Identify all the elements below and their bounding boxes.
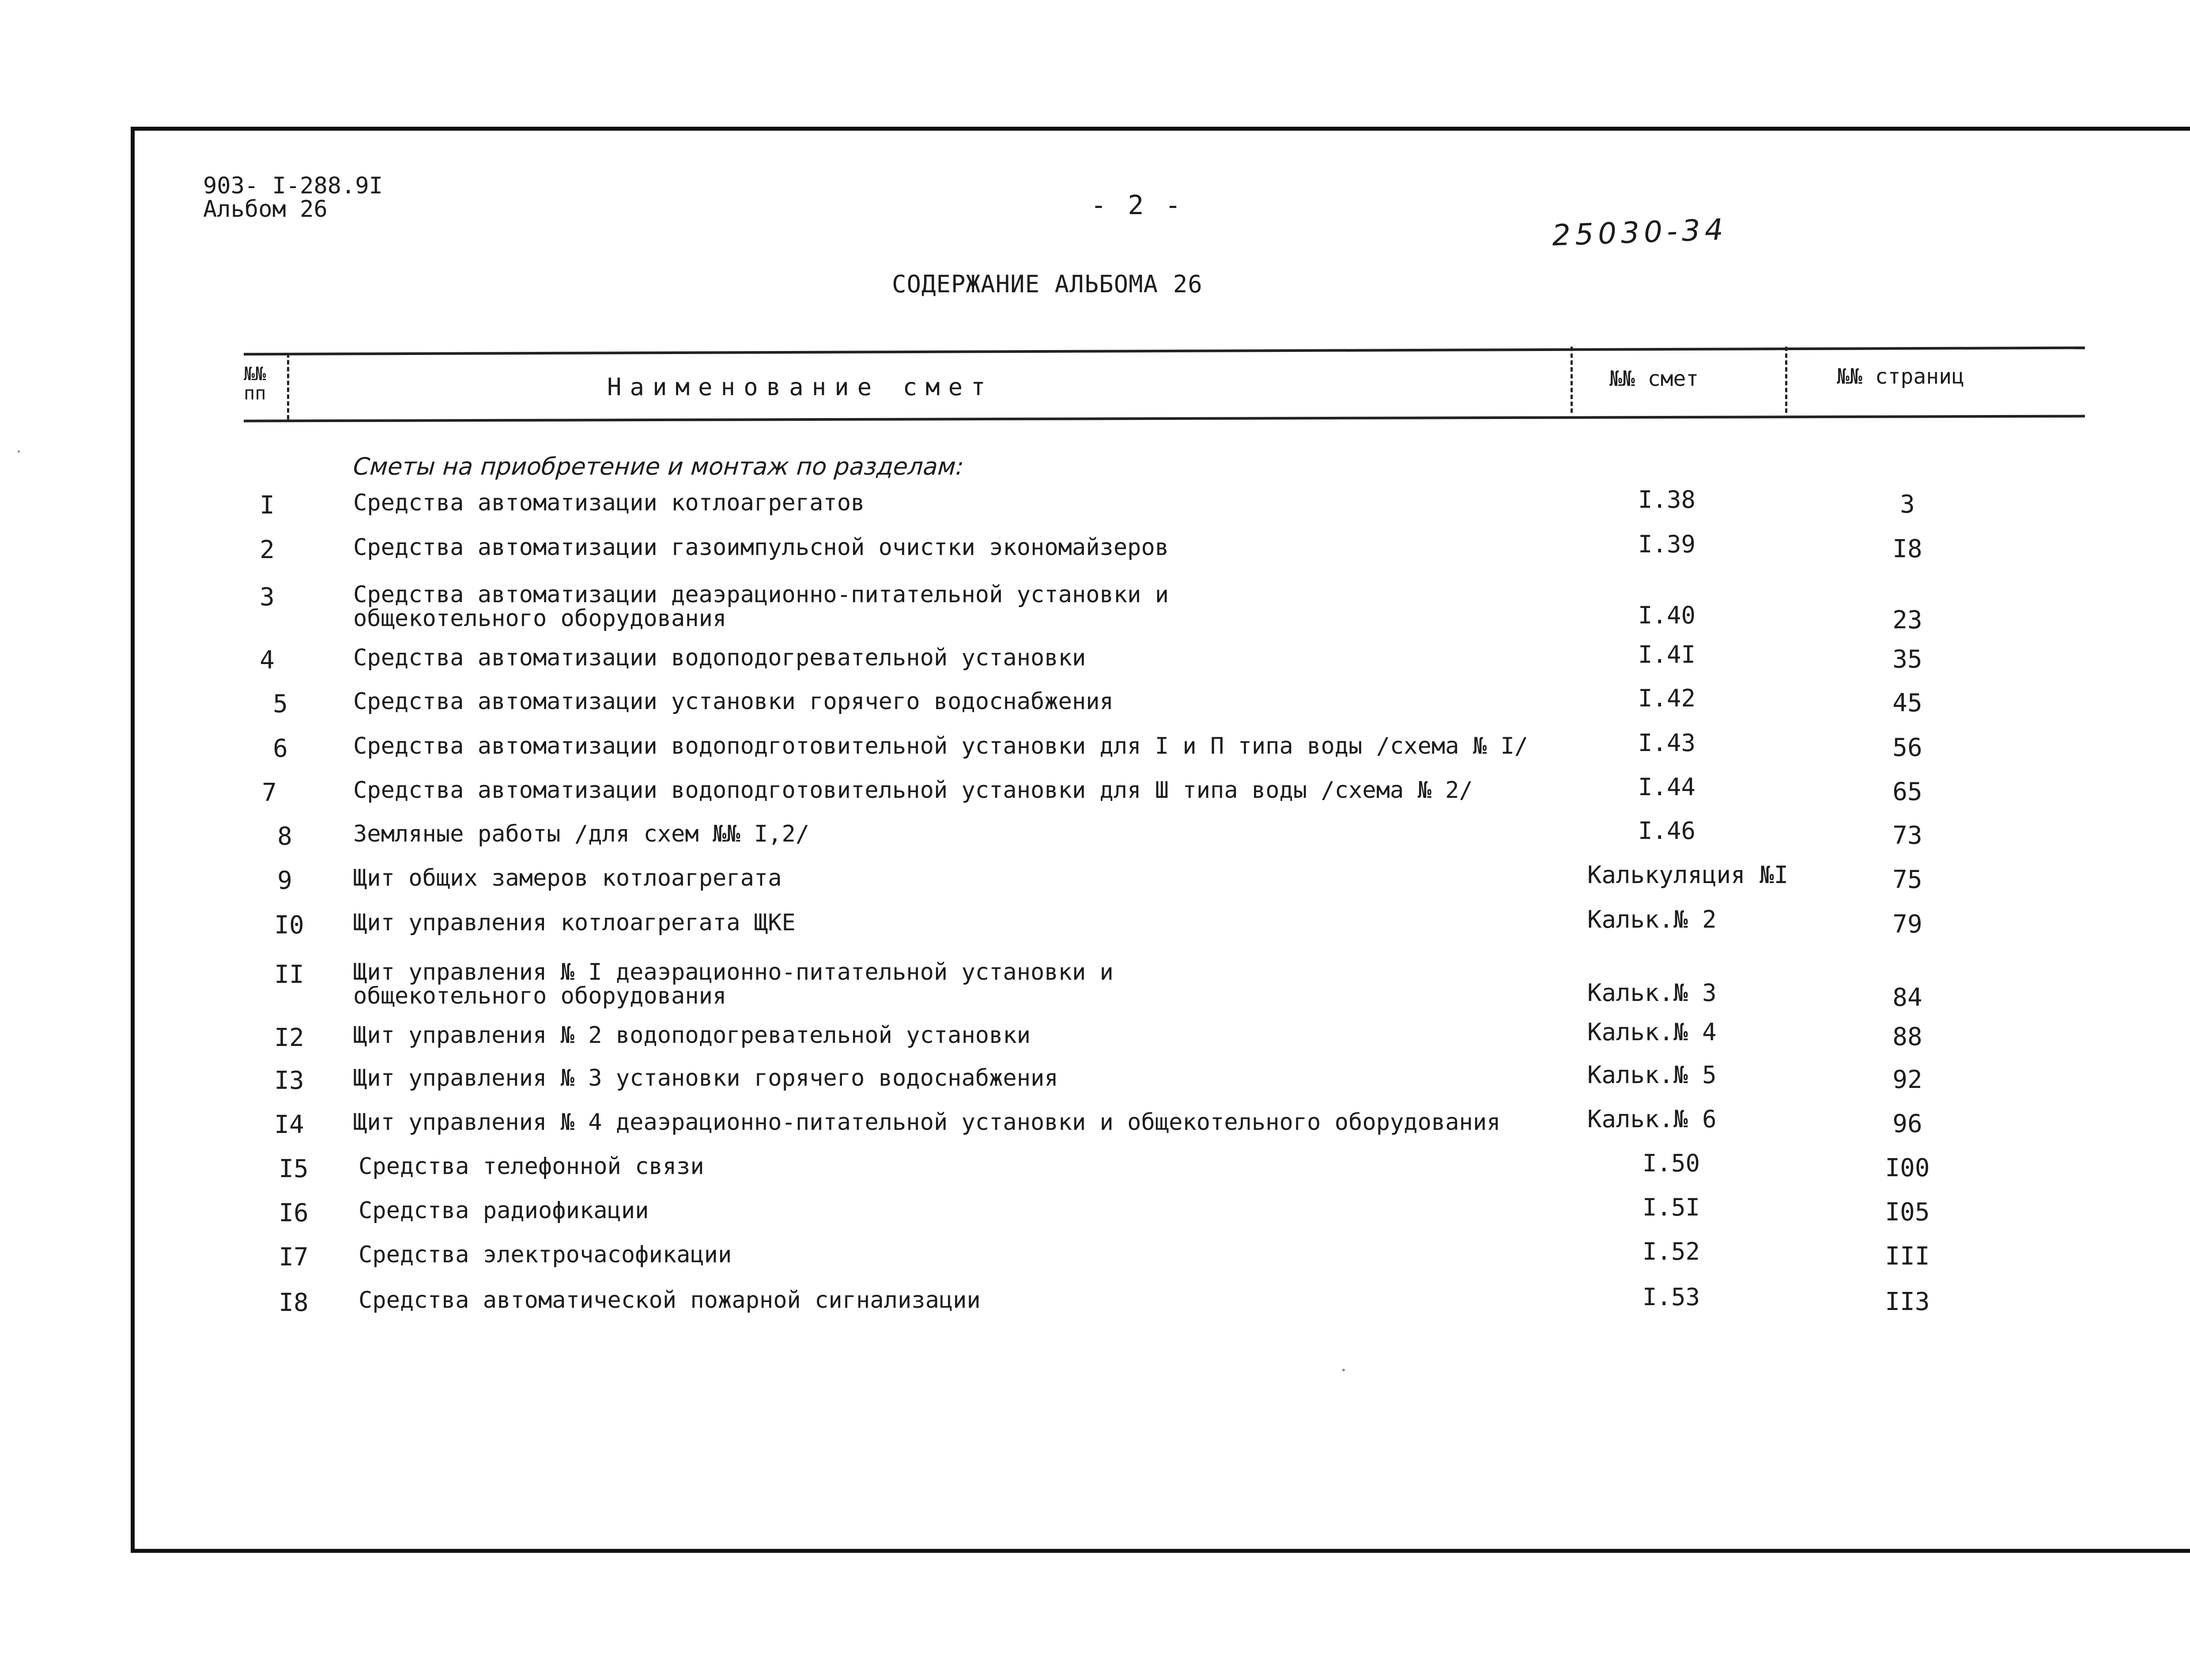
row-number: I3 [274, 1066, 304, 1095]
row-estimate: Кальк.№ 3 [1587, 979, 1717, 1007]
row-number: I7 [279, 1243, 309, 1272]
header-num-column [244, 364, 266, 403]
row-name: Средства автоматизации газоимпульсной очистки экономайзеров [353, 534, 1169, 561]
header-num-line2: пп [244, 382, 266, 404]
row-number: I4 [274, 1110, 304, 1139]
row-number: 3 [260, 583, 275, 612]
row-page: 84 [1892, 983, 1922, 1012]
row-page: 92 [1892, 1065, 1922, 1094]
row-number: II [274, 960, 304, 989]
row-estimate: I.5I [1642, 1193, 1700, 1221]
row-name: Щит управления № 3 установки горячего водоснабжения [353, 1065, 1058, 1091]
row-number: 2 [260, 536, 275, 564]
row-estimate: I.4I [1638, 641, 1696, 668]
row-page: 56 [1892, 733, 1922, 762]
row-estimate: I.43 [1638, 729, 1696, 757]
row-name: Средства автоматизации деаэрационно-питательной установки и общекотельного оборудования [353, 581, 1169, 632]
column-divider-num [287, 353, 289, 419]
section-title: Сметы на приобретение и монтаж по разделам: [352, 453, 965, 480]
row-number: 9 [277, 866, 292, 895]
row-name: Щит управления котлоагрегата ЩКЕ [353, 910, 796, 936]
row-page: III [1885, 1242, 1930, 1271]
row-page: 73 [1892, 821, 1922, 850]
row-number: I2 [274, 1023, 304, 1052]
row-name: Средства телефонной связи [359, 1153, 704, 1180]
row-page: II3 [1885, 1287, 1930, 1316]
column-divider-estimate [1571, 347, 1573, 413]
row-page: 88 [1892, 1023, 1922, 1051]
row-number: 8 [277, 822, 292, 851]
row-name: Щит управления № 4 деаэрационно-питательной установки и общекотельного оборудования [353, 1109, 1501, 1136]
row-name: Средства радиофикации [359, 1197, 649, 1224]
row-name: Щит управления № 2 водоподогревательной установки [353, 1022, 1031, 1049]
row-estimate: Кальк.№ 2 [1587, 906, 1717, 933]
row-page: I8 [1892, 535, 1922, 563]
row-page: 23 [1892, 606, 1922, 634]
row-name: Средства автоматизации котлоагрегатов [353, 490, 865, 516]
header-estimate-column: №№ смет [1609, 366, 1699, 391]
page-title: СОДЕРЖАНИЕ АЛЬБОМА 26 [892, 270, 1203, 298]
row-page: 75 [1892, 865, 1922, 894]
row-name: Средства автоматизации водоподогревательной установки [353, 645, 1086, 671]
document-code: 903- I-288.9I [203, 173, 383, 199]
album-label: Альбом 26 [203, 196, 328, 223]
row-estimate: Кальк.№ 6 [1587, 1105, 1717, 1133]
row-name: Средства автоматизации водоподготовительной установки для I и П типа воды /схема № I/ [353, 733, 1529, 759]
row-page: 79 [1892, 910, 1922, 939]
row-number: I6 [279, 1199, 309, 1227]
header-pages-column: №№ страниц [1837, 364, 1964, 389]
row-number: I0 [274, 911, 304, 940]
row-name: Земляные работы /для схем №№ I,2/ [353, 821, 810, 847]
row-number: 4 [260, 646, 275, 675]
row-estimate: I.46 [1638, 817, 1696, 845]
row-estimate: Кальк.№ 5 [1587, 1061, 1717, 1089]
row-number: 6 [273, 734, 288, 763]
row-name: Средства автоматизации водоподготовительной установки для Ш типа воды /схема № 2/ [353, 777, 1473, 804]
row-name: Средства электрочасофикации [359, 1242, 732, 1268]
row-estimate: I.39 [1638, 530, 1696, 558]
header-name-column: Наименование смет [607, 373, 994, 401]
row-number: I5 [279, 1155, 309, 1183]
row-estimate: I.52 [1642, 1238, 1700, 1265]
row-page: 35 [1892, 645, 1922, 674]
row-estimate: I.38 [1638, 486, 1696, 513]
scan-speck [1342, 1369, 1345, 1371]
header-num-line1: №№ [244, 363, 266, 385]
row-estimate: Кальк.№ 4 [1587, 1018, 1717, 1046]
row-number: I [260, 491, 275, 520]
row-name: Средства автоматической пожарной сигнализации [359, 1287, 981, 1314]
row-name: Щит управления № I деаэрационно-питательной установки и общекотельного оборудования [353, 959, 1114, 1009]
row-estimate: I.53 [1642, 1283, 1700, 1311]
row-estimate: I.40 [1638, 601, 1696, 629]
row-page: 3 [1900, 490, 1915, 519]
row-page: 45 [1892, 689, 1922, 717]
row-page: 96 [1892, 1110, 1922, 1138]
row-number: 7 [262, 778, 277, 807]
row-number: I8 [279, 1288, 309, 1317]
row-page: I05 [1885, 1198, 1930, 1227]
row-name: Средства автоматизации установки горячего водоснабжения [353, 688, 1114, 715]
row-page: I00 [1885, 1154, 1930, 1182]
scan-speck [18, 450, 20, 453]
row-estimate: I.42 [1638, 684, 1696, 712]
row-estimate: I.50 [1642, 1149, 1700, 1177]
column-divider-pages [1785, 347, 1787, 413]
row-name: Щит общих замеров котлоагрегата [353, 865, 782, 891]
row-page: 65 [1892, 778, 1922, 806]
page-number: - 2 - [1091, 190, 1184, 221]
row-estimate: I.44 [1638, 773, 1696, 801]
row-number: 5 [273, 690, 288, 718]
handwritten-number: 25030-34 [1551, 212, 1728, 253]
row-estimate: Калькуляция №I [1587, 861, 1789, 889]
